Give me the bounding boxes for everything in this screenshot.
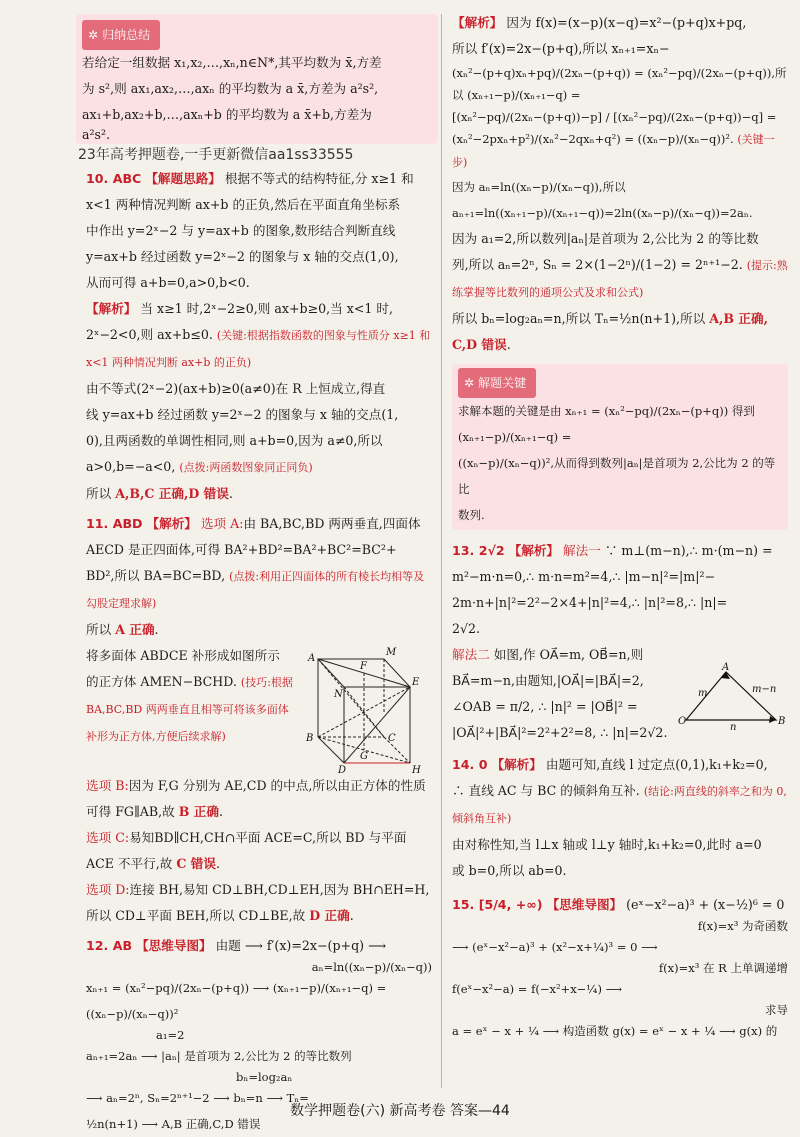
cube-label: M: [386, 647, 397, 658]
q12-analysis-row: [452, 252, 788, 306]
cube-label: B: [306, 733, 314, 744]
q14-line: ∴ 直线 AC 与 BC 的倾斜角互补.: [452, 783, 640, 798]
q12-line: aₙ₊₁=2aₙ ⟶ |aₙ| 是首项为 2,公比为 2 的等比数列: [86, 1049, 352, 1063]
q10-line: 从而可得 a+b=0,a>0,b<0.: [86, 275, 250, 290]
q15-label: 15. [5/4, +∞): [452, 897, 543, 912]
q12-analysis-row: C,D 错误.: [452, 337, 511, 352]
q13-line: 2m·n+|n|²=2²−2×4+|n|²=4,∴ |n|²=8,∴ |n|=: [452, 595, 728, 610]
q10-tag: 【解题思路】: [145, 171, 221, 186]
key-line: 数列.: [458, 508, 485, 522]
q11-c-result: C 错误: [176, 856, 216, 871]
q13-method2-block: [452, 642, 788, 732]
q10-more: 0),且两函数的单调性相同,则 a+b=0,因为 a≠0,所以: [86, 433, 383, 448]
q10-label: 10. ABC: [86, 171, 142, 186]
q15-arrow-label: 求导: [765, 1003, 788, 1017]
q10-analysis: [86, 296, 432, 322]
q10-line: 根据不等式的结构特征,分 x≥1 和: [224, 171, 414, 186]
q14-tag: 【解析】: [491, 757, 542, 772]
cube-figure: [298, 643, 428, 773]
summary-line: 若给定一组数据 x₁,x₂,…,xₙ,n∈N*,其平均数为 x̄,方差: [82, 55, 382, 70]
q12-analysis-row: [452, 306, 788, 332]
cube-edge: [318, 737, 344, 763]
q15-arrow-label: f(x)=x³ 为奇函数: [697, 919, 788, 933]
q10-line: y=ax+b 经过函数 y=2ˣ−2 的图象与 x 轴的交点(1,0),: [86, 249, 399, 264]
q11-line: BD²,所以 BA=BC=BD,: [86, 568, 226, 583]
q11-a-correct: 所以 A 正确.: [86, 622, 159, 637]
q10-more: 线 y=ax+b 经过函数 y=2ˣ−2 的图象与 x 轴的交点(1,: [86, 407, 399, 422]
q12-arrow-label: aₙ=ln((xₙ−p)/(xₙ−q)): [311, 960, 432, 974]
q11-b-result: B 正确: [178, 804, 219, 819]
q11-fill: 的正方体 AMEN−BCHD.: [86, 674, 237, 689]
q15-line: (eˣ−x²−a)³ + (x−½)⁶ = 0: [626, 897, 785, 912]
q11-line: AECD 是正四面体,可得 BA²+BD²=BA²+BC²=BC²+: [86, 542, 397, 557]
q14-line: 由对称性知,当 l⊥x 轴或 l⊥y 轴时,k₁+k₂=0,此时 a=0: [452, 837, 762, 852]
q11-note: (技巧:根据 BA,BC,BD 两两垂直且相等可将该多面体补形为正方体,方便后续求解): [86, 676, 293, 743]
q10-conclusion: [86, 481, 432, 507]
q10-analysis-line: 2ˣ−2<0,则 ax+b≤0.: [86, 327, 213, 342]
q15-line: a = eˣ − x + ¼ ⟶ 构造函数 g(x) = eˣ − x + ¼ ⟶ g(x) 的: [452, 1024, 778, 1038]
q11-figure-block: [86, 643, 432, 773]
q15-arrow-label: f(x)=x³ 在 R 上单调递增: [658, 961, 788, 975]
cube-label: F: [360, 661, 367, 672]
q11-note: (点拨:利用正四面体的所有棱长均相等及勾股定理求解): [86, 570, 425, 610]
cube-label: C: [388, 733, 396, 744]
q10-more-row: [86, 454, 432, 481]
q12-analysis-header: [452, 10, 788, 36]
q13-header: [452, 538, 788, 564]
q12-hint-note: (提示:熟练掌握等比数列的通项公式及求和公式): [452, 259, 788, 299]
q12-label: 12. AB: [86, 938, 133, 953]
q12-analysis-line: [(xₙ²−pq)/(2xₙ−(p+q))−p] / [(xₙ²−pq)/(2xₙ−(p+q))−q] = (xₙ²−2pxₙ+p²)/(xₙ²−2qxₙ+q²) = ((xₙ−p)/(xₙ−q))².: [452, 110, 777, 146]
q12-line: xₙ₊₁ = (xₙ²−pq)/(2xₙ−(p+q)) ⟶ (xₙ₊₁−p)/(xₙ₊₁−q) = ((xₙ−p)/(xₙ−q))²: [86, 981, 387, 1021]
right-column: [452, 10, 788, 1044]
q12-analysis-line: 因为 a₁=2,所以数列|aₙ|是首项为 2,公比为 2 的等比数: [452, 231, 759, 246]
q11-tag: 【解析】: [146, 516, 197, 531]
q11-a-result: A 正确: [115, 622, 155, 637]
q10-conclusion-post: .: [228, 486, 233, 501]
triangle-label: A: [722, 662, 730, 673]
q11-fill-text: [86, 643, 296, 750]
q12-arrow-label: bₙ=log₂aₙ: [236, 1070, 293, 1084]
key-line: ((xₙ−p)/(xₙ−q))²,从而得到数列|aₙ|是首项为 2,公比为 2 的等比: [458, 456, 776, 496]
q12-line: ½n(n+1) ⟶ A,B 正确,C,D 错误: [86, 1117, 261, 1131]
q13-label: 13. 2√2: [452, 543, 505, 558]
q10-analysis-tag: 【解析】: [86, 301, 137, 316]
summary-line: 为 s²,则 ax₁,ax₂,…,axₙ 的平均数为 a x̄,方差为 a²s²,: [82, 81, 379, 96]
q13-line: BA⃗=m−n,由题知,|OA⃗|=|BA⃗|=2,: [452, 673, 644, 688]
cube-label: N: [334, 689, 343, 700]
summary-line: ax₁+b,ax₂+b,…,axₙ+b 的平均数为 a x̄+b,方差为: [82, 107, 372, 122]
key-line: 求解本题的关键是由 xₙ₊₁ = (xₙ²−pq)/(2xₙ−(p+q)) 得到 (xₙ₊₁−p)/(xₙ₊₁−q) =: [458, 404, 755, 444]
q11-d-label: 选项 D:: [86, 882, 130, 897]
q12-arrow-label: a₁=2: [156, 1028, 185, 1042]
q12-tag: 【思维导图】: [136, 938, 212, 953]
q12-result-cd: C,D 错误: [452, 337, 507, 352]
q11-fill: 将多面体 ABDCE 补形成如图所示: [86, 648, 280, 663]
q11-option-b: 选项 B:因为 F,G 分别为 AE,CD 的中点,所以由正方体的性质可得 FG∥AB,故 B 正确.: [86, 778, 426, 819]
q11-d-text: 连接 BH,易知 CD⊥BH,CD⊥EH,因为 BH∩EH=H,所以 CD⊥平面 BEH,所以 CD⊥BE,故: [86, 882, 430, 923]
column-divider: [441, 14, 442, 1088]
q15-tag: 【思维导图】: [546, 897, 623, 912]
q10-line: 中作出 y=2ˣ−2 与 y=ax+b 的图象,数形结合判断直线: [86, 223, 396, 238]
q13-line: |OA⃗|²+|BA⃗|²=2²+2²=8, ∴ |n|=2√2.: [452, 725, 668, 740]
page-footer: 数学押题卷(六) 新高考卷 答案—44: [290, 1103, 510, 1119]
q10-more: a>0,b=−a<0,: [86, 459, 176, 474]
q11-label: 11. ABD: [86, 516, 143, 531]
q10-more: 由不等式(2ˣ−2)(ax+b)≥0(a≠0)在 R 上恒成立,得直: [86, 381, 386, 396]
q12-line: ⟶ aₙ=2ⁿ, Sₙ=2ⁿ⁺¹−2 ⟶ bₙ=n ⟶ Tₙ=: [86, 1091, 309, 1105]
q11-b-text: 因为 F,G 分别为 AE,CD 的中点,所以由正方体的性质可得 FG∥AB,故: [86, 778, 426, 819]
q11-option-a: 选项 A:: [200, 516, 244, 531]
triangle-label: m−n: [752, 684, 777, 695]
cube-label: D: [338, 765, 347, 773]
q12-analysis-tag: 【解析】: [452, 15, 503, 30]
cube-diagonal: [344, 687, 410, 763]
q15-line: f(eˣ−x²−a) = f(−x²+x−¼) ⟶: [452, 982, 623, 996]
q11-line-row: [86, 563, 432, 617]
q12-result-ab: A,B 正确,: [709, 311, 768, 326]
q11-option-c: 选项 C:易知BD∥CH,CH∩平面 ACE=C,所以 BD 与平面 ACE 不平行,故 C 错误.: [86, 830, 407, 871]
q15-header: [452, 892, 788, 918]
q13-line: 如图,作 OA⃗=m, OB⃗=n,则: [493, 647, 644, 662]
q11-a-pre: 所以: [86, 622, 112, 637]
q13-line: ∠OAB = π/2, ∴ |n|² = |OB⃗|² =: [452, 699, 638, 714]
q11-d-result: D 正确: [309, 908, 350, 923]
q11-fill-row: [86, 669, 296, 750]
q14-line: 或 b=0,所以 ab=0.: [452, 863, 567, 878]
q11-c-label: 选项 C:: [86, 830, 130, 845]
q11-header: [86, 511, 432, 537]
triangle-figure: [678, 662, 786, 732]
cube-label: H: [412, 765, 421, 773]
q13-line: ∵ m⊥(m−n),∴ m·(m−n) =: [604, 543, 773, 558]
q12-analysis-line: 所以 bₙ=log₂aₙ=n,所以 Tₙ=½n(n+1),所以: [452, 311, 706, 326]
cube-label: E: [412, 677, 420, 688]
q10-line: x<1 两种情况判断 ax+b 的正负,然后在平面直角坐标系: [86, 197, 401, 212]
watermark-text: 23年高考押题卷,一手更新微信aa1ss33555: [78, 147, 354, 163]
summary-box: [76, 14, 438, 144]
q14-label: 14. 0: [452, 757, 488, 772]
q10-note: (关键:根据指数函数的图象与性质分 x≥1 和 x<1 两种情况判断 ax+b 的正负): [86, 329, 431, 369]
q11-b-label: 选项 B:: [86, 778, 129, 793]
q14-header: [452, 752, 788, 778]
left-column: [78, 10, 432, 1137]
q13-method-1: 解法一: [563, 543, 601, 558]
cube-diagonal: [318, 659, 384, 737]
q11-c-text: 易知BD∥CH,CH∩平面 ACE=C,所以 BD 与平面 ACE 不平行,故: [86, 830, 407, 871]
q13-method-2: 解法二: [452, 647, 490, 662]
triangle-label: n: [730, 722, 737, 732]
q11-option-d: 选项 D:连接 BH,易知 CD⊥BH,CD⊥EH,因为 BH∩EH=H,所以 CD⊥平面 BEH,所以 CD⊥BE,故 D 正确.: [86, 882, 430, 923]
q12-analysis-row: [452, 106, 788, 174]
q13-tag: 【解析】: [508, 543, 560, 558]
q13-line: m²−m·n=0,∴ m·n=m²=4,∴ |m−n|²=|m|²−: [452, 569, 716, 584]
q14-row: [452, 778, 788, 832]
key-box: [452, 364, 788, 530]
cube-label: A: [308, 653, 316, 664]
q10-note: (点拨:两函数图象同正同负): [179, 461, 313, 474]
q15-line: ⟶ (eˣ−x²−a)³ + (x²−x+¼)³ = 0 ⟶: [452, 940, 658, 954]
q10-analysis-row: [86, 322, 432, 376]
triangle-label: B: [778, 716, 786, 727]
key-title: 解题关键: [478, 376, 527, 390]
q12-key-note: (关键一步): [452, 133, 775, 169]
sparkle-icon: ✲: [88, 28, 99, 42]
triangle-label: O: [678, 716, 687, 727]
q10-analysis-line: 当 x≥1 时,2ˣ−2≥0,则 ax+b≥0,当 x<1 时,: [140, 301, 393, 316]
q12-analysis-line: 因为 aₙ=ln((xₙ−p)/(xₙ−q)),所以 aₙ₊₁=ln((xₙ₊₁−p)/(xₙ₊₁−q))=2ln((xₙ−p)/(xₙ−q))=2aₙ.: [452, 180, 753, 220]
key-title-badge: [458, 368, 536, 398]
q10-conclusion-pre: 所以: [86, 486, 112, 501]
q14-line: 由题可知,直线 l 过定点(0,1),k₁+k₂=0,: [545, 757, 768, 772]
q13-line: 2√2.: [452, 621, 481, 636]
q12-analysis-line: 所以 f′(x)=2x−(p+q),所以 xₙ₊₁=xₙ−: [452, 41, 670, 56]
q12-line: 由题 ⟶ f′(x)=2x−(p+q) ⟶: [215, 938, 387, 953]
sparkle-icon: ✲: [464, 376, 475, 390]
cube-label: G: [360, 751, 368, 762]
q11-line: 由 BA,BC,BD 两两垂直,四面体: [243, 516, 421, 531]
triangle-label: m: [698, 688, 708, 699]
q10-conclusion-result: A,B,C 正确,D 错误: [115, 486, 229, 501]
q12-analysis-line: (xₙ²−(p+q)xₙ+pq)/(2xₙ−(p+q)) = (xₙ²−pq)/(2xₙ−(p+q)),所以 (xₙ₊₁−p)/(xₙ₊₁−q) =: [452, 66, 787, 102]
summary-line: a²s².: [82, 127, 111, 142]
q14-note: (结论:两直线的斜率之和为 0,倾斜角互补): [452, 785, 787, 825]
q12-analysis-line: 列,所以 aₙ=2ⁿ, Sₙ = 2×(1−2ⁿ)/(1−2) = 2ⁿ⁺¹−2.: [452, 257, 743, 272]
q10-header: [86, 166, 432, 192]
summary-title: 归纳总结: [102, 28, 151, 42]
q12-analysis-line: 因为 f(x)=(x−p)(x−q)=x²−(p+q)x+pq,: [506, 15, 747, 30]
q12-header: [86, 933, 432, 959]
summary-title-badge: [82, 20, 160, 50]
